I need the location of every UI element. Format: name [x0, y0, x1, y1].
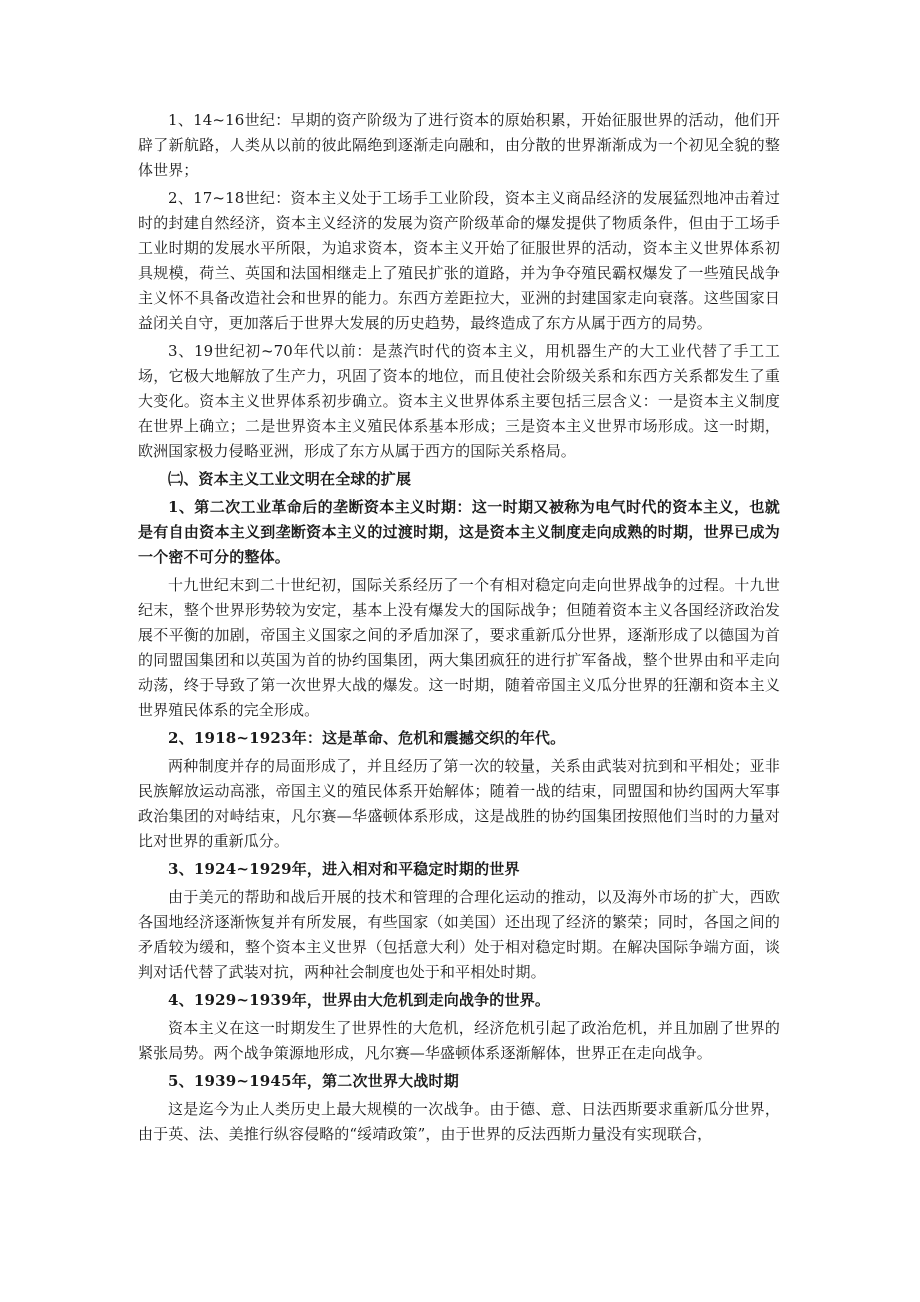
heading-monopoly-capitalism: 1、第二次工业革命后的垄断资本主义时期：这一时期又被称为电气时代的资本主义，也就是有自由资本主义到垄断资本主义的过渡时期，这是资本主义制度走向成熟的时期，世界已成为一个密不可分的整体。 — [138, 498, 780, 566]
paragraph-period-19-century: 3、19世纪初~70年代以前：是蒸汽时代的资本主义，用机器生产的大工业代替了手工工场，它极大地解放了生产力，巩固了资本的地位，而且使社会阶级关系和东西方关系都发生了重大变化。资本主义世界体系初步确立。资本主义世界体系主要包括三层含义：一是资本主义制度在世界上确立；二是世界资本主义殖民体系基本形成；三是资本主义世界市场形成。这一时期，欧洲国家极力侵略亚洲，形成了东方从属于西方的国际关系格局。 — [138, 342, 780, 460]
document-body — [138, 108, 780, 1150]
heading-1939-1945: 5、1939~1945年，第二次世界大战时期 — [168, 1072, 459, 1090]
heading-1918-1923: 2、1918~1923年：这是革命、危机和震撼交织的年代。 — [168, 729, 566, 747]
paragraph-1918-1923: 两种制度并存的局面形成了，并且经历了第一次的较量，关系由武装对抗到和平相处；亚非民族解放运动高涨，帝国主义的殖民体系开始解体；随着一战的结束，同盟国和协约国两大军事政治集团的对峙结束，凡尔赛—华盛顿体系形成，这是战胜的协约国集团按照他们当时的力量对比对世界的重新瓜分。 — [138, 757, 780, 850]
paragraph-1929-1939: 资本主义在这一时期发生了世界性的大危机，经济危机引起了政治危机，并且加剧了世界的紧张局势。两个战争策源地形成，凡尔赛—华盛顿体系逐渐解体，世界正在走向战争。 — [138, 1019, 780, 1062]
paragraph-period-14-16-century: 1、14~16世纪：早期的资产阶级为了进行资本的原始积累，开始征服世界的活动，他们开辟了新航路，人类从以前的彼此隔绝到逐渐走向融和，由分散的世界渐渐成为一个初见全貌的整体世界； — [138, 111, 780, 179]
paragraph-1924-1929: 由于美元的帮助和战后开展的技术和管理的合理化运动的推动，以及海外市场的扩大，西欧各国地经济逐渐恢复并有所发展，有些国家（如美国）还出现了经济的繁荣；同时，各国之间的矛盾较为缓和，整个资本主义世界（包括意大利）处于相对稳定时期。在解决国际争端方面，谈判对话代替了武装对抗，两种社会制度也处于和平相处时期。 — [138, 888, 780, 981]
paragraph-late-19-early-20-century: 十九世纪末到二十世纪初，国际关系经历了一个有相对稳定向走向世界战争的过程。十九世纪末，整个世界形势较为安定，基本上没有爆发大的国际战争；但随着资本主义各国经济政治发展不平衡的加剧，帝国主义国家之间的矛盾加深了，要求重新瓜分世界，逐渐形成了以德国为首的同盟国集团和以英国为首的协约国集团，两大集团疯狂的进行扩军备战，整个世界由和平走向动荡，终于导致了第一次世界大战的爆发。这一时期，随着帝国主义瓜分世界的狂潮和资本主义世界殖民体系的完全形成。 — [138, 576, 780, 719]
heading-1929-1939: 4、1929~1939年，世界由大危机到走向战争的世界。 — [168, 991, 551, 1009]
paragraph-period-17-18-century: 2、17~18世纪：资本主义处于工场手工业阶段，资本主义商品经济的发展猛烈地冲击着过时的封建自然经济，资本主义经济的发展为资产阶级革命的爆发提供了物质条件，但由于工场手工业时期的发展水平所限，为追求资本，资本主义开始了征服世界的活动，资本主义世界体系初具规模，荷兰、英国和法国相继走上了殖民扩张的道路，并为争夺殖民霸权爆发了一些殖民战争主义怀不具备改造社会和世界的能力。东西方差距拉大，亚洲的封建国家走向衰落。这些国家日益闭关自守，更加落后于世界大发展的历史趋势，最终造成了东方从属于西方的局势。 — [138, 189, 780, 332]
section-heading-global-expansion: ㈡、资本主义工业文明在全球的扩展 — [168, 470, 412, 488]
paragraph-1939-1945: 这是迄今为止人类历史上最大规模的一次战争。由于德、意、日法西斯要求重新瓜分世界，由于英、法、美推行纵容侵略的“绥靖政策”，由于世界的反法西斯力量没有实现联合， — [138, 1100, 780, 1143]
heading-1924-1929: 3、1924~1929年，进入相对和平稳定时期的世界 — [168, 860, 520, 878]
